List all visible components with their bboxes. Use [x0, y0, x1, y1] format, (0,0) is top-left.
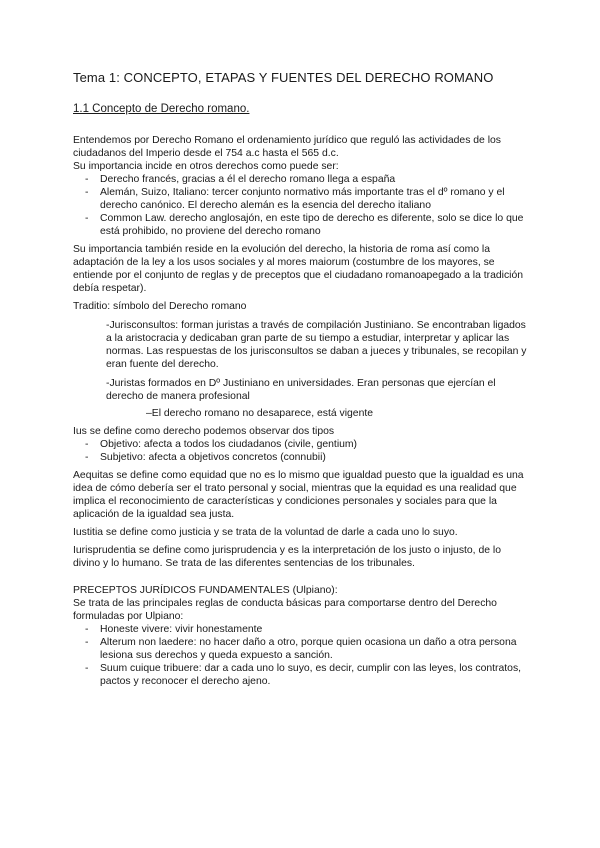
preceptos-intro: Se trata de las principales reglas de conducta básicas para comportarse dentro del Derecho formuladas por Ulpiano: [73, 598, 497, 622]
iustitia-paragraph: Iustitia se define como justicia y se trata de la voluntad de darle a cada uno lo suyo. [73, 527, 458, 538]
ius-intro: Ius se define como derecho podemos observar dos tipos [73, 426, 335, 437]
document-title: Tema 1: CONCEPTO, ETAPAS Y FUENTES DEL DERECHO ROMANO [73, 70, 494, 85]
intro-paragraph: Entendemos por Derecho Romano el ordenamiento jurídico que reguló las actividades de los ciudadanos del Imperio desde el 754 a.c hasta el 565 d.c. [73, 135, 501, 159]
iurisprudentia-paragraph: Iurisprudentia se define como jurisprudencia y es la interpretación de los justo o injusto, de lo divino y lo humano. Se trata de las diferentes sentencias de los tribunales. [73, 545, 501, 569]
evolution-paragraph: Su importancia también reside en la evolución del derecho, la historia de roma así como la adaptación de la ley a los usos sociales y al mores maiorum (costumbre de los mayores, se entiende por el conjunto de reglas y de preceptos que el ciudadano romanoapegado a la tradición debía respetar). [73, 244, 524, 294]
list-item: - Subjetivo: afecta a objetivos concretos (connubii) [73, 451, 528, 464]
influence-intro: Su importancia incide en otros derechos como puede ser: [73, 161, 339, 172]
list-item: - Suum cuique tribuere: dar a cada uno lo suyo, es decir, cumplir con las leyes, los contratos, pactos y reconocer el derecho ajeno. [73, 662, 528, 688]
list-item: - Derecho francés, gracias a él el derecho romano llega a españa [73, 173, 528, 186]
ius-list [73, 438, 528, 464]
preceptos-heading: PRECEPTOS JURÍDICOS FUNDAMENTALES (Ulpiano): [73, 585, 338, 596]
influence-list [73, 173, 528, 238]
vigente-line: –El derecho romano no desaparece, está vigente [146, 408, 374, 419]
document-page [73, 70, 528, 688]
traditio-line: Traditio: símbolo del Derecho romano [73, 301, 247, 312]
aequitas-paragraph: Aequitas se define como equidad que no es lo mismo que igualdad puesto que la igualdad es una idea de cómo debería ser el trato personal y social, mientras que la equidad es una realidad que implica el reconocimiento de características y condiciones personales y sociales para que la aplicación de la igualdad sea justa. [73, 470, 524, 520]
list-item: - Common Law. derecho anglosajón, en este tipo de derecho es diferente, solo se dice lo que está prohibido, no proviene del derecho romano [73, 212, 528, 238]
list-item: - Alterum non laedere: no hacer daño a otro, porque quien ocasiona un daño a otra persona lesiona sus derechos y queda expuesto a sanción. [73, 636, 528, 662]
section-heading: 1.1 Concepto de Derecho romano. [73, 103, 250, 115]
jurisconsultos-paragraph: -Jurisconsultos: forman juristas a través de compilación Justiniano. Se encontraban ligados a la aristocracia y dedicaban gran parte de su tiempo a estudiar, interpretar y aplicar las normas. Las respuestas de los jurisconsultos se daban a jueces y tribunales, se recopilan y eran fuente del derecho. [106, 320, 527, 370]
preceptos-list [73, 623, 528, 688]
list-item: - Objetivo: afecta a todos los ciudadanos (civile, gentium) [73, 438, 528, 451]
juristas-paragraph: -Juristas formados en Dº Justiniano en universidades. Eran personas que ejercían el derecho de manera profesional [106, 378, 496, 402]
list-item: - Alemán, Suizo, Italiano: tercer conjunto normativo más importante tras el dº romano y el derecho canónico. El derecho alemán es la esencia del derecho italiano [73, 186, 528, 212]
list-item: - Honeste vivere: vivir honestamente [73, 623, 528, 636]
